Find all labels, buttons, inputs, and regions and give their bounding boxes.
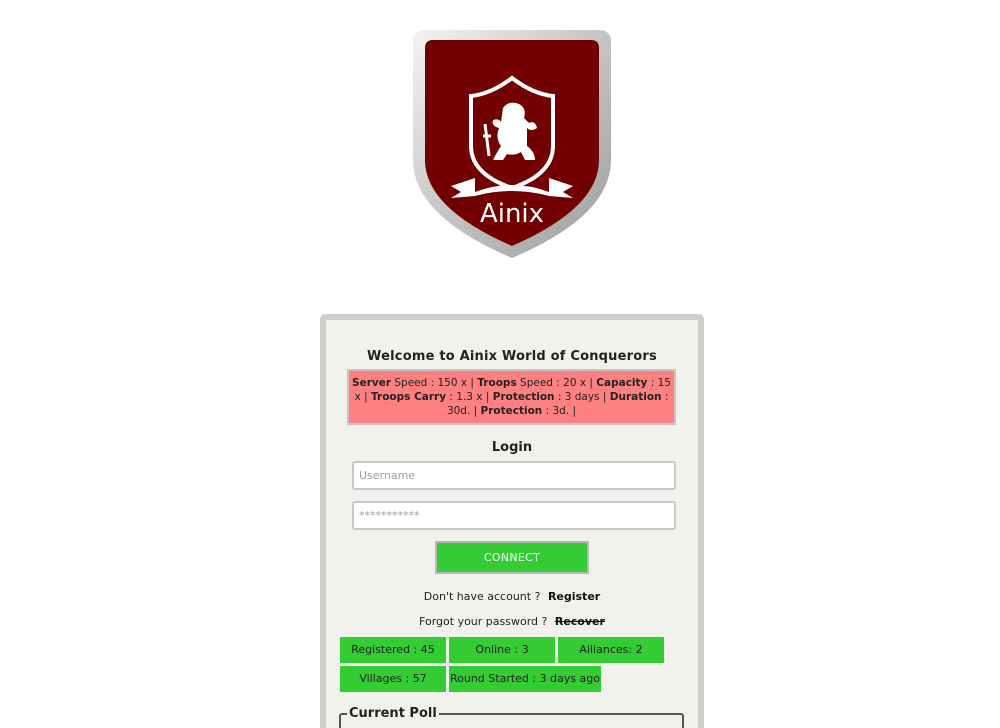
duration-value: : 30d. | — [446, 391, 669, 417]
welcome-heading: Welcome to Ainix World of Conquerors — [367, 349, 657, 364]
ainix-logo — [411, 28, 613, 260]
stat-villages: Villages : 57 — [340, 666, 446, 692]
troops-label: Troops — [477, 377, 517, 389]
protection2-label: Protection — [480, 405, 543, 417]
server-label: Server — [352, 377, 392, 389]
recover-line — [326, 615, 698, 628]
stat-registered: Registered : 45 — [340, 637, 446, 663]
troops-value: Speed : 20 x | — [516, 377, 597, 389]
recover-link[interactable]: Recover — [554, 615, 605, 628]
connect-button[interactable]: CONNECT — [435, 541, 589, 574]
register-line — [326, 590, 698, 603]
stat-alliances: Alliances: 2 — [558, 637, 664, 663]
forgot-password-text: Forgot your password ? — [419, 615, 548, 628]
logo-wordmark: Ainix — [479, 199, 545, 229]
capacity-label: Capacity — [596, 377, 648, 389]
current-poll-section — [339, 706, 684, 728]
protection-label: Protection — [492, 391, 555, 403]
capacity-value: : 15 x | — [354, 377, 671, 403]
current-poll-title: Current Poll — [349, 706, 437, 721]
login-panel — [320, 314, 704, 728]
troops-carry-value: : 1.3 x | — [446, 391, 493, 403]
duration-label: Duration — [609, 391, 662, 403]
protection-value: : 3 days | — [554, 391, 610, 403]
troops-carry-label: Troops Carry — [371, 391, 447, 403]
no-account-text: Don't have account ? — [423, 590, 541, 603]
protection2-value: : 3d. | — [542, 405, 577, 417]
stat-online: Online : 3 — [449, 637, 555, 663]
password-input[interactable] — [352, 501, 676, 530]
server-info-box — [347, 369, 676, 425]
username-input[interactable] — [352, 461, 676, 490]
register-link[interactable]: Register — [547, 590, 601, 603]
login-heading: Login — [491, 440, 533, 455]
server-value: Speed : 150 x | — [391, 377, 478, 389]
stat-round-started: Round Started : 3 days ago — [449, 666, 601, 692]
